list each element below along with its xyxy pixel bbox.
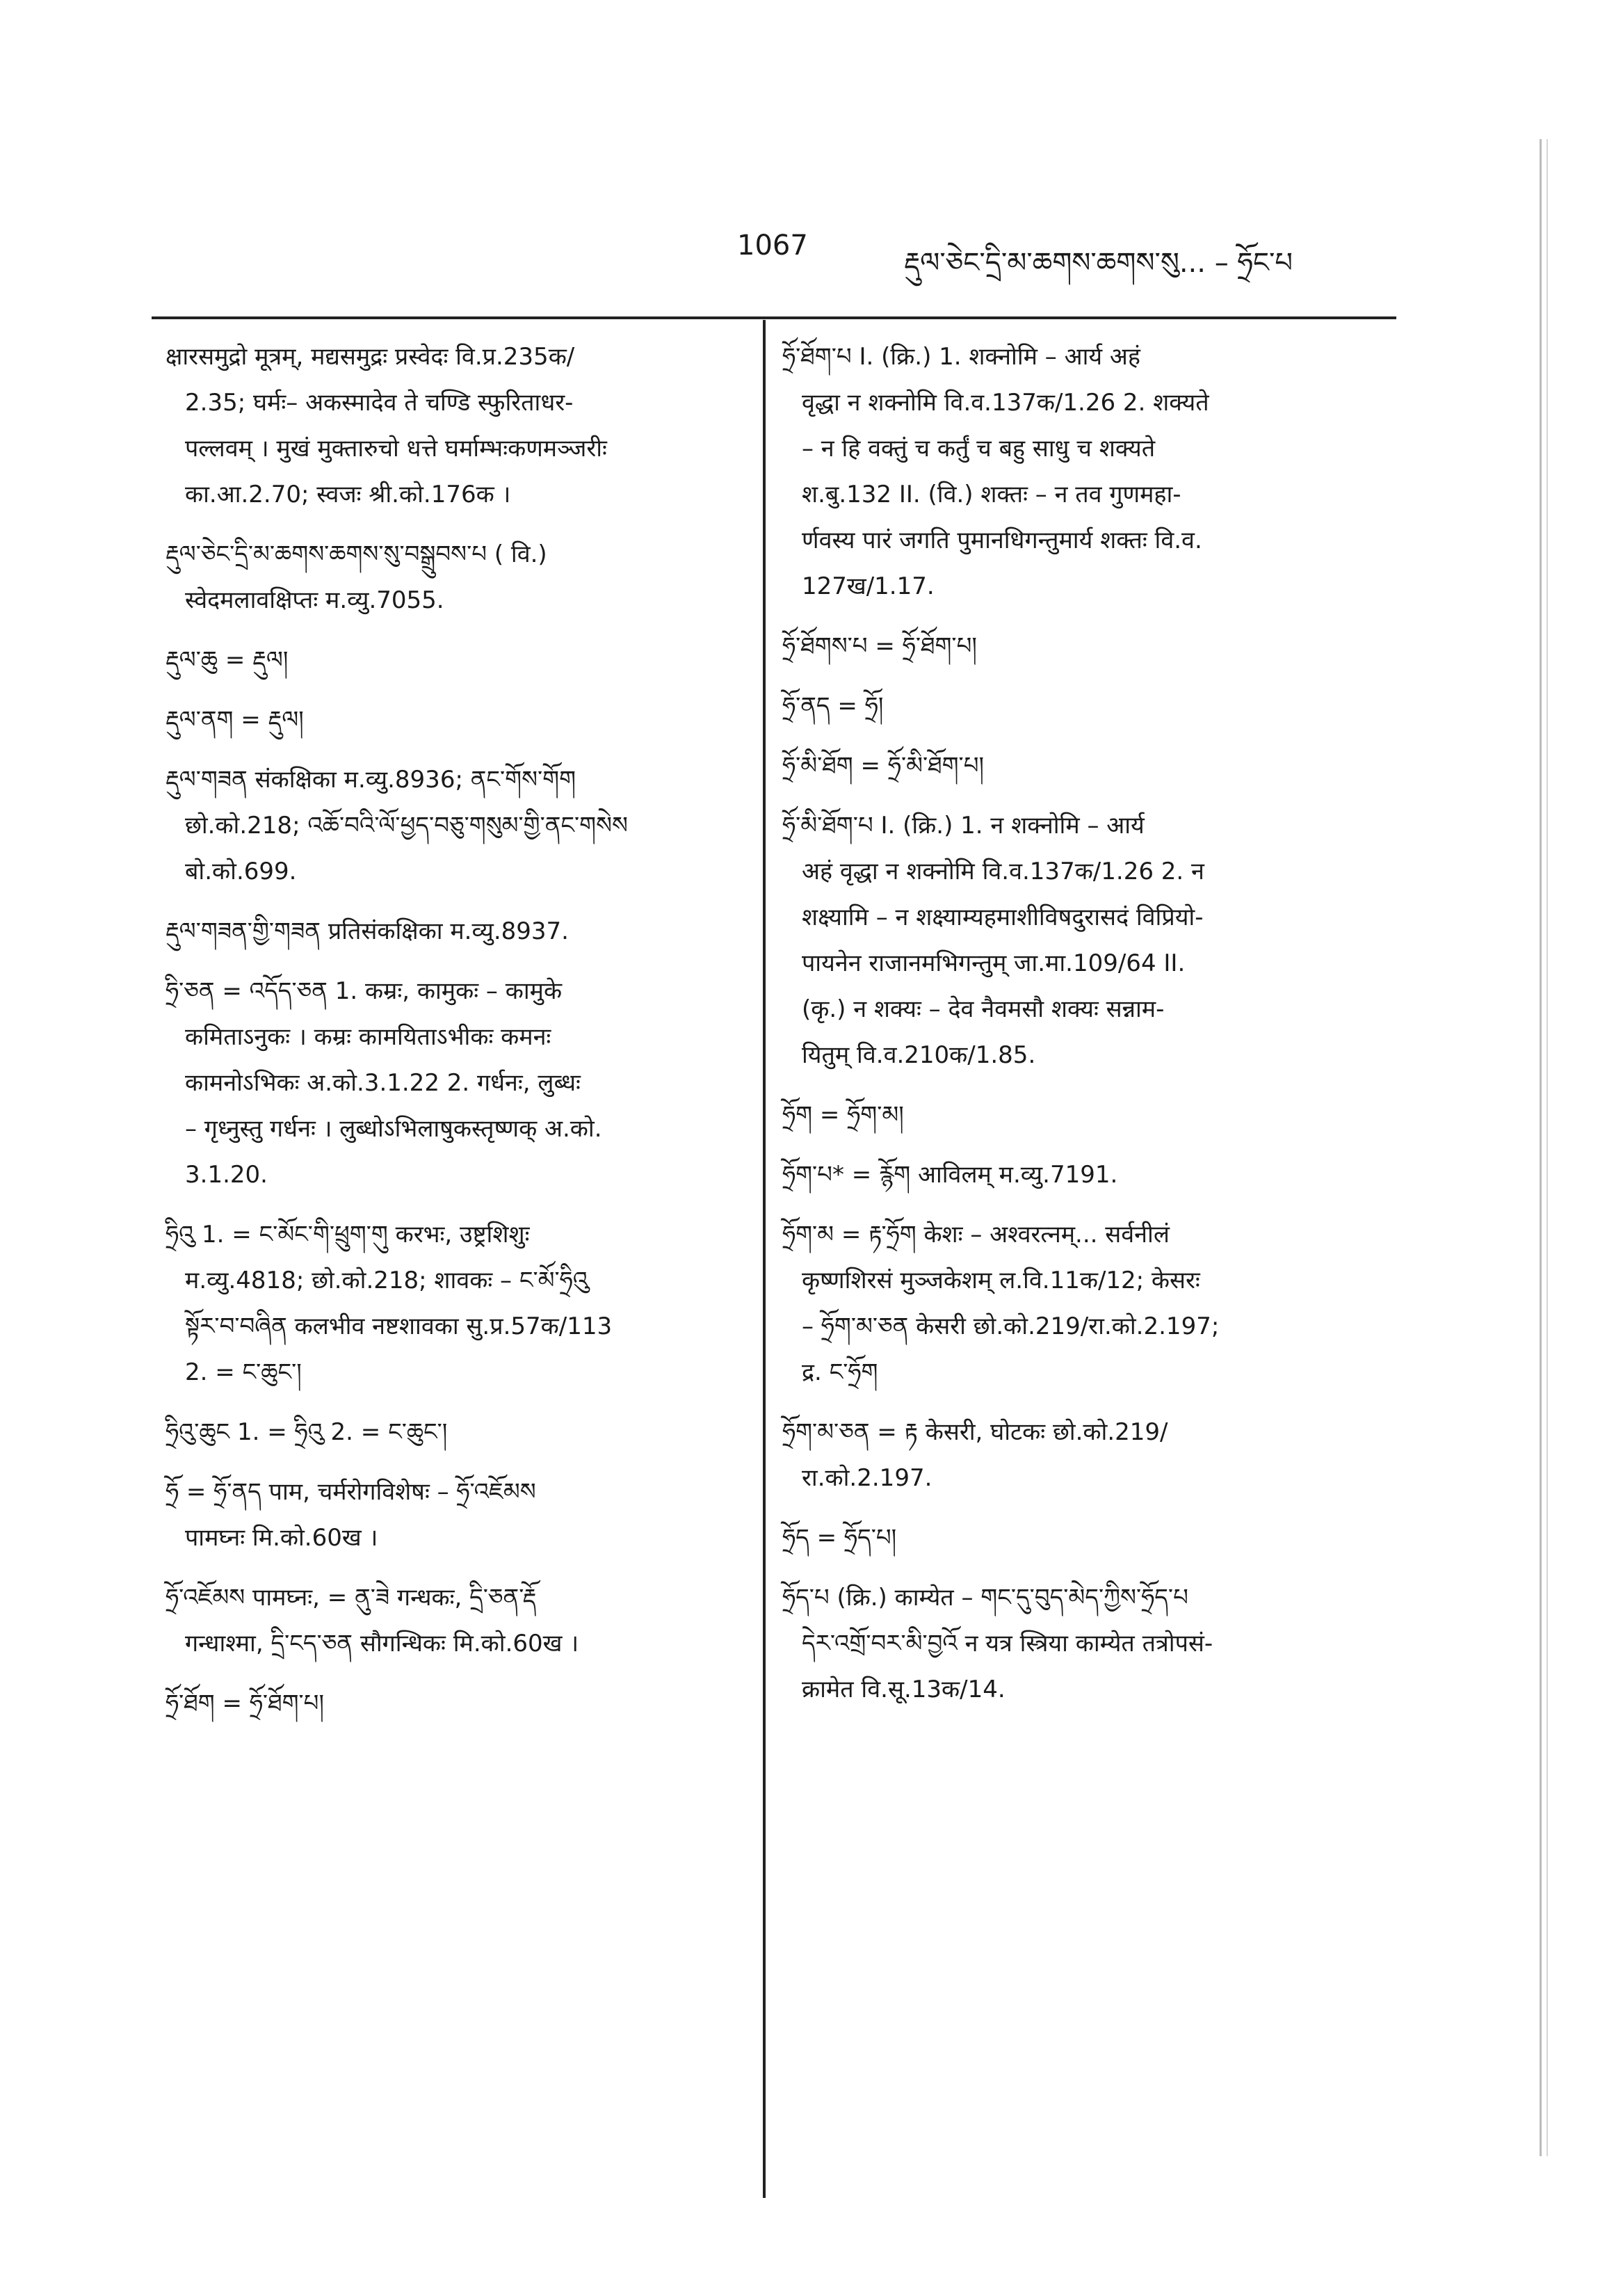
entry-line: – ཧྲོག་མ་ཅན केसरी छो.को.219/रा.को.2.197; (802, 1312, 1220, 1340)
entry-line: यितुम् वि.व.210क/1.85. (802, 1041, 1036, 1069)
entry-line: ཧྲོ་མི་ཐོག་པ I. (क्रि.) 1. न शक्नोमि – आर्य (782, 812, 1145, 840)
entry-line: क्रामेत वि.सू.13क/14. (802, 1676, 1006, 1703)
entry-line: ཧྲོག་མ = རྟ་ཧྲོག केशः – अश्वरत्नम्... सर्वनीलं (782, 1221, 1170, 1249)
dictionary-entry (165, 697, 750, 743)
entry-line: 2. = ང་ཆུང་། (185, 1358, 302, 1386)
entry-line: शक्ष्यामि – न शक्ष्याम्यहमाशीविषदुरासदं विप्रियो- (802, 904, 1204, 931)
dictionary-entry (782, 1575, 1387, 1712)
dictionary-entry (782, 1515, 1387, 1561)
left-column (165, 334, 750, 1740)
dictionary-entry (782, 334, 1387, 609)
entry-line: कामनोऽभिकः अ.को.3.1.22 2. गर्धनः, लुब्धः (185, 1069, 581, 1097)
entry-line: སྟོར་བ་བཞིན कलभीव नष्टशावका सु.प्र.57क/113 (185, 1312, 613, 1340)
running-head: རྡུལ་ཅེང་དྲི་མ་ཆགས་ཆགས་སུ... – ཧྲོང་པ (904, 247, 1293, 279)
entry-line: 2.35; घर्मः– अकस्मादेव ते चण्डि स्फुरिताधर- (185, 389, 574, 417)
scan-edge-line (1540, 139, 1542, 2156)
entry-line: ཧྲོག་པ* = རྙོག आविलम् म.व्यु.7191. (782, 1161, 1118, 1189)
entry-line: ཧྲོ་ཐོག = ཧྲོ་ཐོག་པ། (165, 1689, 325, 1717)
dictionary-entry (165, 531, 750, 623)
entry-line: कृष्णशिरसं मुञ्जकेशम् ल.वि.11क/12; केसरः (802, 1267, 1200, 1294)
entry-line: ཧྲོ་ཐོག་པ I. (क्रि.) 1. शक्नोमि – आर्य अहं (782, 343, 1140, 371)
dictionary-entry (782, 1212, 1387, 1395)
entry-line: རྡུལ་ཆུ = རྡུལ། (165, 646, 289, 674)
entry-line: कमिताऽनुकः । कम्रः कामयिताऽभीकः कमनः (185, 1023, 551, 1051)
entry-line: 3.1.20. (185, 1161, 268, 1189)
dictionary-entry (782, 743, 1387, 789)
dictionary-entry (165, 637, 750, 683)
scan-edge-line (1547, 139, 1548, 2156)
entry-line: – गृध्नुस्तु गर्धनः । लुब्धोऽभिलाषुकस्तृष्णक् अ.को. (185, 1115, 602, 1143)
entry-line: वृद्धा न शक्नोमि वि.व.137क/1.26 2. शक्यते (802, 389, 1209, 417)
dictionary-entry (782, 623, 1387, 669)
entry-line: ཧྲོ་འཇོམས पामघ्नः, = ནུ་ཟེ गन्धकः, དྲི་ཅན་རྡོ (165, 1584, 537, 1612)
entry-line: म.व्यु.4818; छो.को.218; शावकः – ང་མོ་ཧྲིའུ (185, 1267, 588, 1294)
entry-line: पल्लवम् । मुखं मुक्तारुचो धत्ते घर्माम्भःकणमञ्जरीः (185, 435, 607, 463)
entry-line: 127ख/1.17. (802, 572, 935, 600)
entry-line: ཧྲོ་ཐོགས་པ = ཧྲོ་ཐོག་པ། (782, 632, 977, 660)
entry-line: རྡུལ་ཅེང་དྲི་མ་ཆགས་ཆགས་སུ་བསྒྲུབས་པ ( वि.) (165, 540, 547, 568)
entry-line: རྡུལ་ནག = རྡུལ། (165, 706, 304, 734)
page-number: 1067 (737, 230, 808, 262)
column-divider (763, 320, 766, 2198)
entry-line: – न हि वक्तुं च कर्तुं च बहु साधु च शक्यते (802, 435, 1156, 463)
entry-line: ཧྲོ = ཧྲོ་ནད पाम, चर्मरोगविशेषः – ཧྲོ་འཇོམས (165, 1478, 536, 1506)
entry-line: क्षारसमुद्रो मूत्रम्, मद्यसमुद्रः प्रस्वेदः वि.प्र.235क/ (165, 343, 575, 371)
entry-line: རྡུལ་གཟན་གྱི་གཟན प्रतिसंकक्षिका म.व्यु.8937. (165, 917, 569, 945)
entry-line: छो.को.218; འཆོ་བའི་ལོ་ཕྱད་བཅུ་གསུམ་གྱི་ནང་གསེས (185, 812, 628, 840)
dictionary-entry (782, 803, 1387, 1078)
entry-line: ཧྲིའུ་ཆུང 1. = ཧྲིའུ 2. = ང་ཆུང་། (165, 1418, 448, 1446)
dictionary-entry (165, 1212, 750, 1395)
dictionary-entry (165, 1409, 750, 1455)
entry-line: ཧྲོ་ནད = ཧྲོ། (782, 692, 884, 720)
dictionary-entry (782, 1409, 1387, 1501)
dictionary-entry (165, 908, 750, 954)
dictionary-entry (165, 757, 750, 894)
entry-line: का.आ.2.70; स्वजः श्री.को.176क । (185, 481, 511, 508)
dictionary-entry (165, 968, 750, 1198)
dictionary-entry (782, 1092, 1387, 1138)
entry-line: द्र. ང་ཧྲོག (802, 1358, 878, 1386)
entry-line: ཧྲིའུ 1. = ང་མོང་གི་ཕྲུག་གུ करभः, उष्ट्रशिशुः (165, 1221, 530, 1249)
entry-line: ཧྲོག = ཧྲོག་མ། (782, 1101, 904, 1129)
entry-line: ཧྲོ་མི་ཐོག = ཧྲོ་མི་ཐོག་པ། (782, 752, 985, 780)
header-rule (152, 316, 1396, 319)
entry-line: रा.को.2.197. (802, 1464, 932, 1492)
entry-line: ཧྲོག་མ་ཅན = རྟ केसरी, घोटकः छो.को.219/ (782, 1418, 1168, 1446)
entry-line: (कृ.) न शक्यः – देव नैवमसौ शक्यः सन्नाम- (802, 995, 1165, 1023)
entry-line: དེར་འགྲོ་བར་མི་བྱའོ न यत्र स्त्रिया काम्येत तत्रोपसं- (802, 1630, 1213, 1657)
entry-line: རྡུལ་གཟན संकक्षिका म.व्यु.8936; ནང་གོས་གོག (165, 766, 576, 794)
entry-line: ཧྲི་ཅན = འདོད་ཅན 1. कम्रः, कामुकः – कामुके (165, 977, 563, 1005)
entry-line: स्वेदमलावक्षिप्तः म.व्यु.7055. (185, 586, 444, 614)
entry-line: गन्धाश्मा, དྲི་ངད་ཅན सौगन्धिकः मि.को.60ख । (185, 1630, 579, 1657)
entry-line: र्णवस्य पारं जगति पुमानधिगन्तुमार्य शक्तः वि.व. (802, 527, 1202, 554)
dictionary-entry (165, 334, 750, 517)
entry-line: पामघ्नः मि.को.60ख । (185, 1524, 378, 1552)
dictionary-entry (165, 1575, 750, 1667)
dictionary-entry (165, 1680, 750, 1726)
entry-line: ཧྲོད = ཧྲོད་པ། (782, 1524, 897, 1552)
dictionary-entry (165, 1469, 750, 1561)
dictionary-entry (782, 683, 1387, 729)
entry-line: श.बु.132 II. (वि.) शक्तः – न तव गुणमहा- (802, 481, 1181, 508)
dictionary-entry (782, 1152, 1387, 1198)
entry-line: ཧྲོད་པ (क्रि.) काम्येत – གང་དུ་བུད་མེད་ཀྱིས་ཧྲོད་པ (782, 1584, 1188, 1612)
page-header (0, 230, 1623, 285)
right-column (782, 334, 1387, 1726)
entry-line: पायनेन राजानमभिगन्तुम् जा.मा.109/64 II. (802, 949, 1186, 977)
entry-line: बो.को.699. (185, 858, 297, 885)
entry-line: अहं वृद्धा न शक्नोमि वि.व.137क/1.26 2. न (802, 858, 1204, 885)
